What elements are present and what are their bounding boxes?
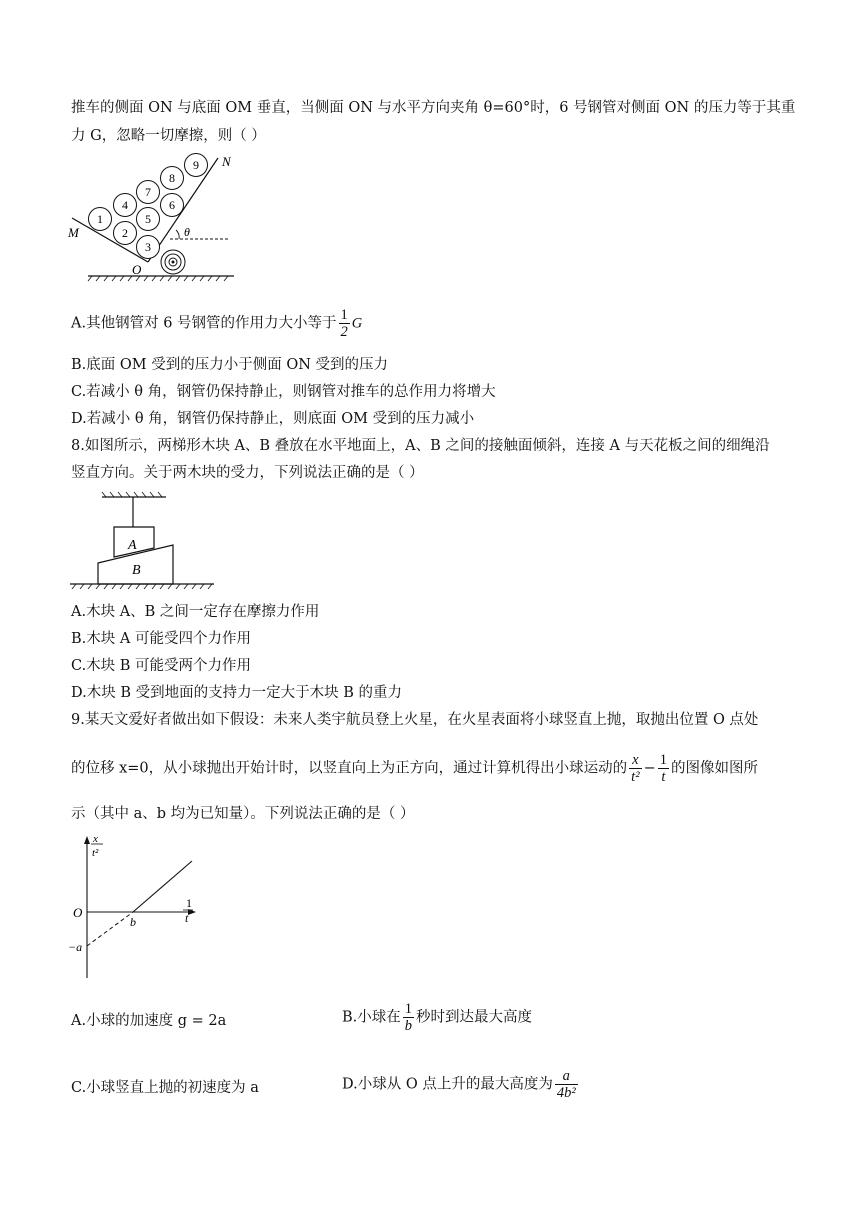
- y-axis-den: t²: [92, 847, 99, 859]
- q9-graph: [66, 830, 206, 982]
- q8-stem-line1: 8.如图所示，两梯形木块 A、B 叠放在水平地面上，A、B 之间的接触面倾斜，连接 A 与天花板之间的细绳沿: [71, 438, 770, 454]
- q7-option-a: A.其他钢管对 6 号钢管的作用力大小等于 $\frac{1}{2}$ G: [71, 307, 363, 340]
- neg-a-label: −a: [68, 940, 83, 954]
- q8-option-d: D.木块 B 受到地面的支持力一定大于木块 B 的重力: [71, 685, 402, 701]
- q7-option-b: B.底面 OM 受到的压力小于侧面 ON 受到的压力: [71, 357, 389, 373]
- pipe-label: 1: [97, 212, 103, 226]
- x-axis-den: t: [185, 911, 189, 925]
- label-A: A: [128, 538, 137, 553]
- pipe-label: 3: [145, 240, 151, 254]
- q8-stem-line2: 竖直方向。关于两木块的受力，下列说法正确的是（ ）: [71, 465, 424, 481]
- y-axis-num: x: [93, 833, 98, 845]
- pipe-label: 7: [145, 185, 151, 199]
- pipe-label: 4: [122, 198, 128, 212]
- pipe-label: 2: [122, 226, 128, 240]
- pipe-label: 8: [169, 171, 175, 185]
- q9-stem-line1: 9.某天文爱好者做出如下假设：未来人类宇航员登上火星，在火星表面将小球竖直上抛，取抛出位置 O 点处: [71, 712, 759, 728]
- label-theta: θ: [184, 225, 190, 239]
- q9-option-a: A.小球的加速度 g = 2a: [71, 1013, 227, 1029]
- label-B: B: [132, 563, 141, 578]
- q7-figure-pipes-cart: [66, 150, 241, 282]
- b-label: b: [130, 915, 136, 929]
- q9-option-c: C.小球竖直上抛的初速度为 a: [71, 1080, 259, 1096]
- q9-stem-line2: 的位移 x=0，从小球抛出开始计时，以竖直向上为正方向，通过计算机得出小球运动的 $\frac{x}{\text{t²}}$ − $\frac{1}{t}$ 的图像如图所: [71, 752, 758, 785]
- q8-figure-blocks: [66, 489, 218, 591]
- q7-stem-line1: 推车的侧面 ON 与底面 OM 垂直，当侧面 ON 与水平方向夹角 θ=60°时，6 号钢管对侧面 ON 的压力等于其重: [71, 100, 796, 116]
- pipe-label: 9: [193, 158, 199, 172]
- label-M: M: [68, 225, 79, 240]
- x-axis-num: 1: [186, 896, 192, 910]
- q7-option-d: D.若减小 θ 角，钢管仍保持静止，则底面 OM 受到的压力减小: [71, 411, 475, 427]
- q9-stem-line3: 示（其中 a、b 均为已知量）。下列说法正确的是（ ）: [71, 806, 415, 822]
- label-O: O: [132, 262, 142, 277]
- q9-option-b: B.小球在 $\frac{1}{b}$ 秒时到达最大高度: [342, 1001, 533, 1034]
- q8-option-c: C.木块 B 可能受两个力作用: [71, 658, 252, 674]
- q9-option-d: D.小球从 O 点上升的最大高度为 $\frac{a}{\text{4b²}}$: [342, 1068, 576, 1101]
- q8-option-a: A.木块 A、B 之间一定存在摩擦力作用: [71, 604, 320, 620]
- origin-label: O: [73, 905, 83, 920]
- pipe-label: 6: [169, 198, 175, 212]
- q7-option-c: C.若减小 θ 角，钢管仍保持静止，则钢管对推车的总作用力将增大: [71, 384, 496, 400]
- pipe-label: 5: [145, 212, 151, 226]
- q8-option-b: B.木块 A 可能受四个力作用: [71, 631, 251, 647]
- label-N: N: [222, 154, 231, 169]
- q7-stem-line2: 力 G，忽略一切摩擦，则（ ）: [71, 128, 266, 144]
